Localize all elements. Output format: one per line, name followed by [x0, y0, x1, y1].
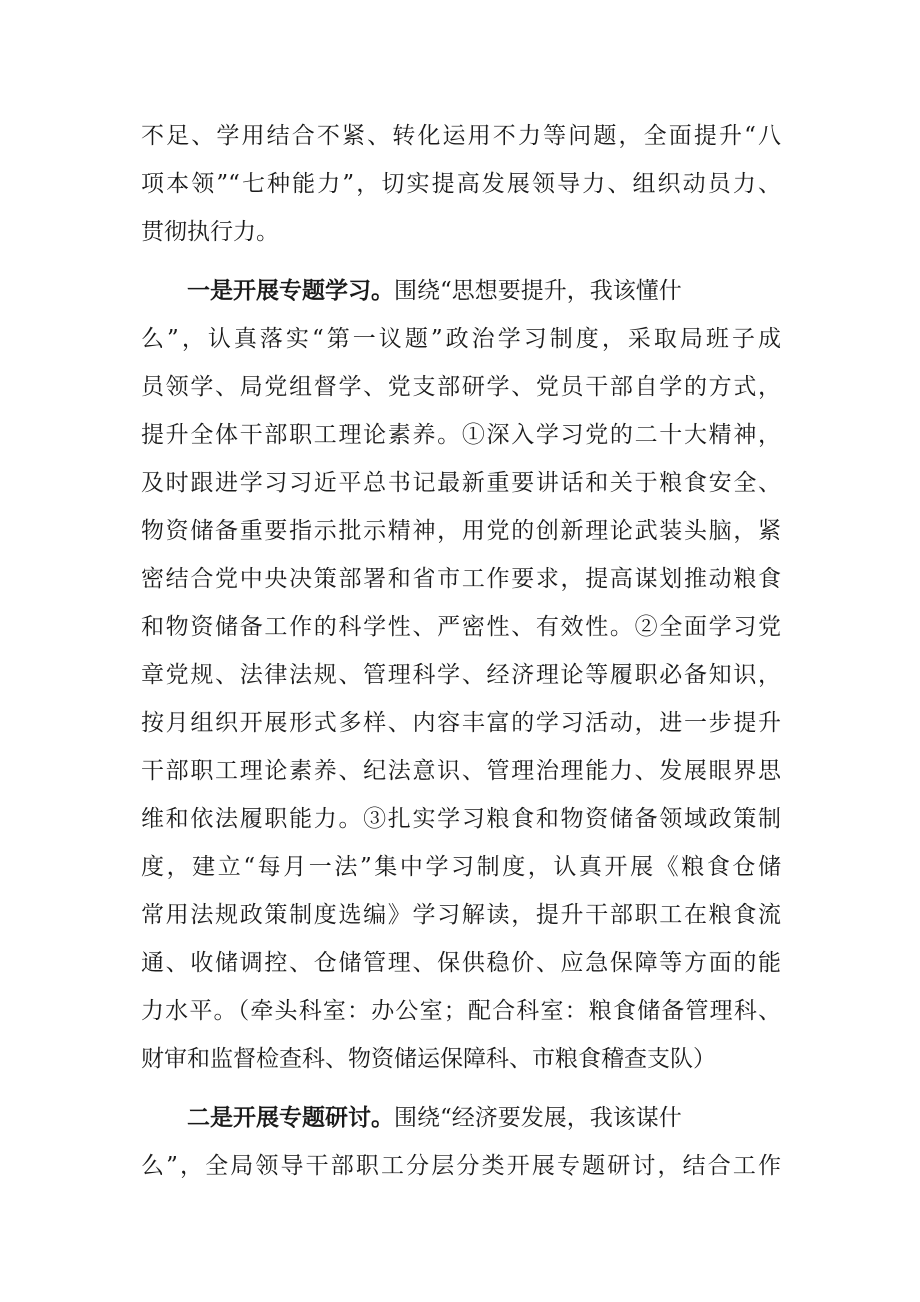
text-line: 贯彻执行力。 — [141, 219, 279, 245]
text-line: 力水平。（牵头科室：办公室；配合科室：粮食储备管理科、 — [141, 998, 781, 1024]
paragraph-first-line — [141, 267, 781, 315]
text-line: 通、收储调控、仓储管理、保供稳价、应急保障等方面的能 — [141, 950, 781, 976]
paragraph-first-line — [141, 1094, 781, 1142]
text-line: 不足、学用结合不紧、转化运用不力等问题，全面提升“八 — [141, 123, 781, 149]
text-line: 按月组织开展形式多样、内容丰富的学习活动，进一步提升 — [141, 710, 781, 736]
text-line: 密结合党中央决策部署和省市工作要求，提高谋划推动粮食 — [141, 566, 781, 592]
paragraph-special-study — [141, 267, 781, 1083]
text-line: 么”，全局领导干部职工分层分类开展专题研讨，结合工作 — [141, 1153, 781, 1179]
paragraph-text: 围绕“思想要提升，我该懂什 — [394, 278, 682, 304]
text-line: 财审和监督检查科、物资储运保障科、市粮食稽查支队） — [141, 1046, 716, 1072]
paragraph-heading: 二是开展专题研讨。 — [187, 1104, 394, 1131]
text-line: 常用法规政策制度选编》学习解读，提升干部职工在粮食流 — [141, 902, 781, 928]
text-line: 项本领”“七种能力”，切实提高发展领导力、组织动员力、 — [141, 171, 781, 197]
text-line: 维和依法履职能力。③扎实学习粮食和物资储备领域政策制 — [141, 806, 781, 832]
text-line: 提升全体干部职工理论素养。①深入学习党的二十大精神， — [141, 422, 781, 448]
text-line: 及时跟进学习习近平总书记最新重要讲话和关于粮食安全、 — [141, 470, 781, 496]
text-line: 物资储备重要指示批示精神，用党的创新理论武装头脑，紧 — [141, 518, 781, 544]
paragraph-continuation — [141, 112, 781, 256]
paragraph-heading: 一是开展专题学习。 — [187, 277, 394, 304]
text-line: 员领学、局党组督学、党支部研学、党员干部自学的方式， — [141, 374, 781, 400]
paragraph-text: 围绕“经济要发展，我该谋什 — [394, 1105, 682, 1131]
text-line: 章党规、法律法规、管理科学、经济理论等履职必备知识， — [141, 662, 781, 688]
paragraph-special-discussion — [141, 1094, 781, 1190]
text-line: 和物资储备工作的科学性、严密性、有效性。②全面学习党 — [141, 614, 781, 640]
document-body — [141, 112, 781, 1190]
text-line: 么”，认真落实“第一议题”政治学习制度，采取局班子成 — [141, 326, 781, 352]
text-line: 干部职工理论素养、纪法意识、管理治理能力、发展眼界思 — [141, 758, 781, 784]
text-line: 度，建立“每月一法”集中学习制度，认真开展《粮食仓储 — [141, 854, 781, 880]
